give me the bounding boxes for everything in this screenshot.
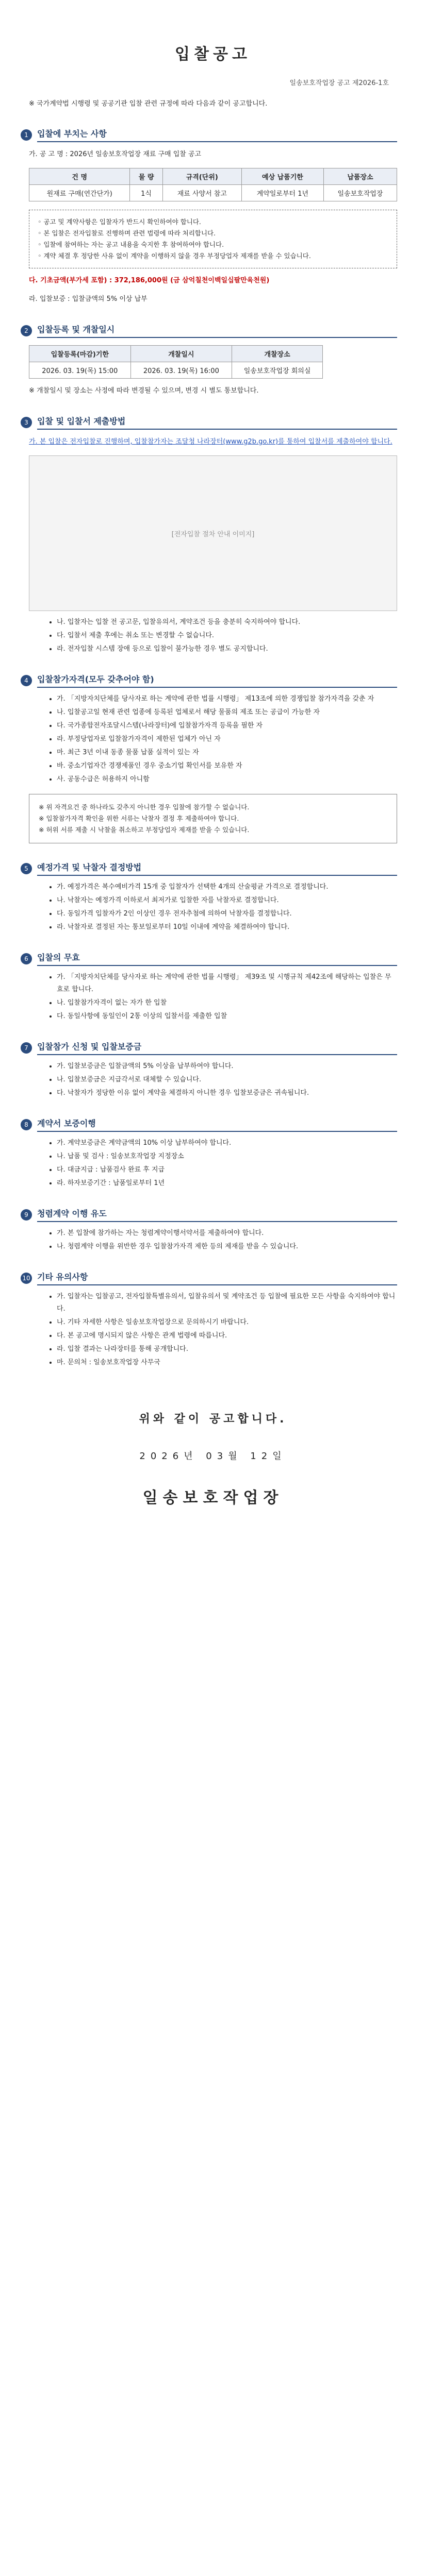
list-item: • 다. 본 공고에 명시되지 않은 사항은 관계 법령에 따릅니다.	[57, 1330, 397, 1342]
schedule-col-deadline: 입찰등록(마감)기한	[29, 346, 131, 362]
section-2-heading	[21, 323, 397, 338]
notice-number: 일송보호작업장 공고 제2026-1호	[289, 79, 389, 87]
list-item: • 라. 전자입찰 시스템 장애 등으로 입찰이 불가능한 경우 별도 공지합니다.	[57, 643, 397, 655]
section-7-number: 7	[21, 1042, 32, 1054]
section-4-list	[36, 693, 397, 786]
section-8-number: 8	[21, 1119, 32, 1130]
item-cell-spec: 재료 사양서 참고	[162, 185, 241, 201]
schedule-col-place: 개찰장소	[232, 346, 323, 362]
note-item: ◦ 계약 체결 후 정당한 사유 없이 계약을 이행하지 않을 경우 부정당업자 제재를 받을 수 있습니다.	[38, 252, 311, 260]
list-item: • 라. 낙찰자로 결정된 자는 통보일로부터 10일 이내에 계약을 체결하여야 합니다.	[57, 921, 397, 934]
list-item: • 가. 「지방자치단체를 당사자로 하는 계약에 관한 법률 시행령」 제13조에 의한 경쟁입찰 참가자격을 갖춘 자	[57, 693, 397, 705]
bid-bond: 라. 입찰보증 : 입찰금액의 5% 이상 납부	[29, 295, 148, 303]
list-item: • 마. 문의처 : 일송보호작업장 사무국	[57, 1357, 397, 1369]
section-3-number: 3	[21, 417, 32, 428]
list-item: • 가. 「지방자치단체를 당사자로 하는 계약에 관한 법률 시행령」 제39조 및 시행규칙 제42조에 해당하는 입찰은 무효로 합니다.	[57, 971, 397, 996]
section-3-list	[36, 616, 397, 655]
base-price	[29, 275, 397, 287]
list-item: • 나. 낙찰자는 예정가격 이하로서 최저가로 입찰한 자를 낙찰자로 결정합니다.	[57, 894, 397, 907]
list-item: • 나. 입찰보증금은 지급각서로 대체할 수 있습니다.	[57, 1074, 397, 1086]
section-8-title: 계약서 보증이행	[37, 1117, 397, 1132]
section-10-heading	[21, 1270, 397, 1285]
list-item: • 다. 대금지급 : 납품검사 완료 후 지급	[57, 1164, 397, 1176]
note-item: ◦ 입찰에 참여하는 자는 공고 내용을 숙지한 후 참여하여야 합니다.	[38, 241, 224, 248]
section-9-list	[36, 1227, 397, 1253]
section-3-title: 입찰 및 입찰서 제출방법	[37, 415, 397, 430]
section-9-heading	[21, 1207, 397, 1222]
list-item: • 나. 기타 자세한 사항은 일송보호작업장으로 문의하시기 바랍니다.	[57, 1316, 397, 1329]
base-price-text: 다. 기초금액(부가세 포함) : 372,186,000원 (금 삼억칠천이백일십팔만육천원)	[29, 277, 270, 284]
section-8-list	[36, 1137, 397, 1190]
list-item: • 다. 국가종합전자조달시스템(나라장터)에 입찰참가자격 등록을 필한 자	[57, 720, 397, 732]
section-9-number: 9	[21, 1209, 32, 1221]
item-cell-deadline: 계약일로부터 1년	[241, 185, 323, 201]
section-10-number: 10	[21, 1273, 32, 1284]
schedule-table	[29, 345, 323, 379]
schedule-cell-open: 2026. 03. 19(목) 16:00	[130, 362, 232, 379]
section-1-number: 1	[21, 129, 32, 141]
intro-text: ※ 국가계약법 시행령 및 공공기관 입찰 관련 규정에 따라 다음과 같이 공고합니다.	[29, 100, 268, 108]
list-item: • 사. 공동수급은 허용하지 아니함	[57, 773, 397, 786]
item-cell-qty: 1식	[130, 185, 162, 201]
section-5-list	[36, 881, 397, 934]
list-item: • 마. 최근 3년 이내 동종 물품 납품 실적이 있는 자	[57, 747, 397, 759]
section-10-list	[36, 1291, 397, 1369]
list-item: • 가. 본 입찰에 참가하는 자는 청렴계약이행서약서를 제출하여야 합니다.	[57, 1227, 397, 1240]
note-item: ◦ 공고 및 계약사항은 입찰자가 반드시 확인하여야 합니다.	[38, 218, 201, 226]
item-col-qty: 물 량	[130, 168, 162, 185]
schedule-table-header	[29, 346, 323, 362]
item-table-header	[29, 168, 397, 185]
section-1-line: 가. 공 고 명 : 2026년 일송보호작업장 재료 구매 입찰 공고	[29, 150, 202, 158]
list-item: • 나. 입찰자는 입찰 전 공고문, 입찰유의서, 계약조건 등을 충분히 숙지하여야 합니다.	[57, 616, 397, 629]
list-item: • 나. 납품 및 검사 : 일송보호작업장 지정장소	[57, 1150, 397, 1163]
item-col-name: 건 명	[29, 168, 130, 185]
warning-item: ※ 입찰참가자격 확인을 위한 서류는 낙찰자 결정 후 제출하여야 합니다.	[39, 815, 239, 822]
section-4-title: 입찰참가자격(모두 갖추어야 함)	[37, 673, 397, 688]
item-table	[29, 168, 397, 201]
schedule-cell-deadline: 2026. 03. 19(목) 15:00	[29, 362, 131, 379]
section-1-notes	[29, 210, 397, 268]
section-3-para	[29, 436, 397, 448]
list-item: • 라. 입찰 결과는 나라장터를 통해 공개합니다.	[57, 1343, 397, 1355]
section-7-title: 입찰참가 신청 및 입찰보증금	[37, 1040, 397, 1055]
list-item: • 다. 동일사항에 동일인이 2통 이상의 입찰서를 제출한 입찰	[57, 1010, 397, 1023]
list-item: • 라. 부정당업자로 입찰참가자격이 제한된 업체가 아닌 자	[57, 733, 397, 745]
procedure-image	[29, 455, 397, 611]
item-col-place: 납품장소	[323, 168, 397, 185]
section-5-title: 예정가격 및 낙찰자 결정방법	[37, 861, 397, 876]
section-1-title: 입찰에 부치는 사항	[37, 127, 397, 142]
section-6-number: 6	[21, 953, 32, 964]
schedule-col-open: 개찰일시	[130, 346, 232, 362]
item-cell-place: 일송보호작업장	[323, 185, 397, 201]
section-9-title: 청렴계약 이행 유도	[37, 1207, 397, 1222]
section-4-heading	[21, 673, 397, 688]
section-6-list	[36, 971, 397, 1023]
section-7-heading	[21, 1040, 397, 1055]
list-item: • 다. 동일가격 입찰자가 2인 이상인 경우 전자추첨에 의하여 낙찰자를 결정합니다.	[57, 908, 397, 920]
section-2-number: 2	[21, 325, 32, 336]
section-4-number: 4	[21, 675, 32, 686]
list-item: • 바. 중소기업자간 경쟁제품인 경우 중소기업 확인서를 보유한 자	[57, 760, 397, 772]
section-3-heading	[21, 415, 397, 430]
section-7-list	[36, 1060, 397, 1099]
section-10-title: 기타 유의사항	[37, 1270, 397, 1285]
closing-text: 위와 같이 공고합니다.	[139, 1413, 287, 1426]
section-6-title: 입찰의 무효	[37, 951, 397, 966]
warning-item: ※ 위 자격요건 중 하나라도 갖추지 아니한 경우 입찰에 참가할 수 없습니다.	[39, 803, 250, 811]
notice-date: 2026년 03월 12일	[139, 1451, 287, 1462]
qualification-warning	[29, 794, 397, 843]
schedule-note: ※ 개찰일시 및 장소는 사정에 따라 변경될 수 있으며, 변경 시 별도 통보합니다.	[29, 387, 259, 395]
section-3-para-text: 가. 본 입찰은 전자입찰로 진행하며, 입찰참가자는 조달청 나라장터(www.g2b.go.kr)를 통하여 입찰서를 제출하여야 합니다.	[29, 438, 392, 446]
list-item: • 나. 입찰공고일 현재 관련 업종에 등록된 업체로서 해당 물품의 제조 또는 공급이 가능한 자	[57, 706, 397, 719]
organization-name: 일송보호작업장	[142, 1489, 284, 1507]
list-item: • 나. 입찰참가자격이 없는 자가 한 입찰	[57, 997, 397, 1009]
section-6-heading	[21, 951, 397, 966]
list-item: • 다. 낙찰자가 정당한 이유 없이 계약을 체결하지 아니한 경우 입찰보증금은 귀속됩니다.	[57, 1087, 397, 1099]
list-item: • 가. 입찰자는 입찰공고, 전자입찰특별유의서, 입찰유의서 및 계약조건 등 입찰에 필요한 모든 사항을 숙지하여야 합니다.	[57, 1291, 397, 1315]
section-5-number: 5	[21, 863, 32, 874]
list-item: • 다. 입찰서 제출 후에는 취소 또는 변경할 수 없습니다.	[57, 630, 397, 642]
section-5-heading	[21, 861, 397, 876]
section-1-heading	[21, 127, 397, 142]
item-cell-name: 원재료 구매(연간단가)	[29, 185, 130, 201]
page-title: 입찰공고	[175, 45, 251, 63]
schedule-cell-place: 일송보호작업장 회의실	[232, 362, 323, 379]
note-item: ◦ 본 입찰은 전자입찰로 진행하며 관련 법령에 따라 처리합니다.	[38, 229, 216, 237]
list-item: • 라. 하자보증기간 : 납품일로부터 1년	[57, 1177, 397, 1190]
list-item: • 가. 계약보증금은 계약금액의 10% 이상 납부하여야 합니다.	[57, 1137, 397, 1149]
list-item: • 가. 예정가격은 복수예비가격 15개 중 입찰자가 선택한 4개의 산술평균 가격으로 결정합니다.	[57, 881, 397, 893]
section-8-heading	[21, 1117, 397, 1132]
table-row	[29, 362, 323, 379]
list-item: • 가. 입찰보증금은 입찰금액의 5% 이상을 납부하여야 합니다.	[57, 1060, 397, 1073]
item-col-deadline: 예상 납품기한	[241, 168, 323, 185]
table-row	[29, 185, 397, 201]
item-col-spec: 규격(단위)	[162, 168, 241, 185]
section-2-title: 입찰등록 및 개찰일시	[37, 323, 397, 338]
warning-item: ※ 허위 서류 제출 시 낙찰을 취소하고 부정당업자 제재를 받을 수 있습니다.	[39, 826, 250, 834]
list-item: • 나. 청렴계약 이행을 위반한 경우 입찰참가자격 제한 등의 제재를 받을 수 있습니다.	[57, 1241, 397, 1253]
procedure-image-caption: [전자입찰 절차 안내 이미지]	[171, 530, 255, 538]
